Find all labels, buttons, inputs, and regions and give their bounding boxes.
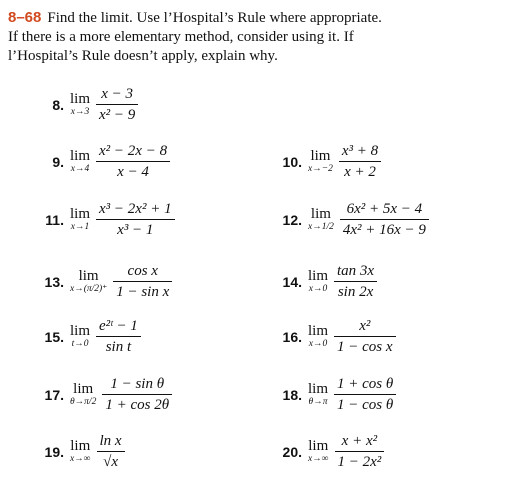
lim-word: lim [308, 267, 329, 284]
problem-number: 11. [45, 211, 64, 228]
fraction [96, 84, 138, 125]
instructions [8, 8, 502, 66]
problem-number: 9. [52, 153, 64, 170]
fraction [97, 431, 125, 472]
problem-15 [30, 316, 141, 357]
problem-20 [268, 431, 384, 472]
fraction [339, 141, 381, 182]
denominator: 1 − cos x [337, 339, 393, 355]
problem-number: 19. [44, 443, 64, 460]
lim-word: lim [308, 322, 329, 339]
problem-11 [30, 199, 175, 240]
numerator: x² [359, 318, 371, 334]
instructions-line-1 [8, 8, 502, 28]
numerator: cos x [127, 263, 158, 279]
problem-16 [268, 316, 396, 357]
fraction [96, 141, 170, 182]
problem-number: 17. [44, 386, 64, 403]
denominator: 1 + cos 2θ [105, 397, 170, 413]
problem-9 [30, 141, 170, 182]
fraction [334, 316, 396, 357]
denominator: 1 − cos θ [337, 397, 394, 413]
numerator: e²ᵗ − 1 [99, 318, 138, 334]
problem-number: 20. [282, 443, 302, 460]
lim-approach: θ→π [308, 396, 328, 407]
problem-8 [30, 84, 138, 125]
limit-operator [308, 382, 328, 408]
fraction [113, 261, 172, 302]
limit-operator [70, 269, 107, 295]
numerator: 1 + cos θ [337, 376, 394, 392]
instructions-line-3: l’Hospital’s Rule doesn’t apply, explain why. [8, 48, 278, 64]
denominator: 4x² + 16x − 9 [342, 222, 426, 238]
lim-word: lim [310, 205, 331, 222]
instructions-text-1: Find the limit. Use l’Hospital’s Rule where appropriate. [47, 10, 382, 26]
lim-word: lim [70, 437, 91, 454]
numerator: x + x² [341, 433, 378, 449]
lim-approach: x→0 [308, 283, 328, 294]
denominator: x² − 9 [99, 107, 136, 123]
problem-10 [268, 141, 381, 182]
lim-approach: x→1/2 [308, 221, 334, 232]
denominator: √x [103, 454, 118, 470]
fraction [96, 199, 175, 240]
problem-number: 16. [282, 328, 302, 345]
lim-word: lim [70, 147, 91, 164]
problem-number: 18. [282, 386, 302, 403]
lim-word: lim [70, 205, 91, 222]
denominator: x + 2 [344, 164, 376, 180]
lim-approach: x→(π/2)⁺ [70, 283, 108, 294]
lim-word: lim [308, 380, 329, 397]
lim-approach: t→0 [71, 338, 89, 349]
limit-operator [308, 324, 328, 350]
problem-number: 8. [52, 96, 64, 113]
fraction [334, 261, 377, 302]
fraction [340, 199, 429, 240]
problem-number: 14. [282, 273, 302, 290]
numerator: x − 3 [101, 86, 134, 102]
limit-operator [70, 324, 90, 350]
lim-approach: x→4 [70, 163, 90, 174]
lim-word: lim [70, 90, 91, 107]
fraction [102, 374, 172, 415]
problem-number: 15. [44, 328, 64, 345]
numerator: x³ − 2x² + 1 [99, 201, 172, 217]
numerator: 1 − sin θ [110, 376, 165, 392]
problem-18 [268, 374, 396, 415]
denominator: sin t [105, 339, 132, 355]
lim-word: lim [310, 147, 331, 164]
denominator: sin 2x [337, 284, 374, 300]
lim-word: lim [70, 322, 91, 339]
lim-approach: θ→π/2 [70, 396, 97, 407]
limit-operator [308, 439, 329, 465]
problem-17 [30, 374, 172, 415]
fraction [96, 316, 141, 357]
limit-operator [70, 439, 91, 465]
limit-operator [308, 207, 334, 233]
limit-operator [308, 269, 328, 295]
lim-word: lim [308, 437, 329, 454]
problem-number: 10. [282, 153, 302, 170]
limit-operator [70, 207, 90, 233]
problem-number: 13. [44, 273, 64, 290]
lim-approach: x→0 [308, 338, 328, 349]
instructions-line-2: If there is a more elementary method, consider using it. If [8, 29, 354, 45]
problem-19 [30, 431, 125, 472]
problem-12 [268, 199, 429, 240]
problem-14 [268, 261, 377, 302]
lim-approach: x→∞ [70, 453, 91, 464]
lim-approach: x→∞ [308, 453, 329, 464]
numerator: 6x² + 5x − 4 [346, 201, 423, 217]
numerator: x² − 2x − 8 [99, 143, 168, 159]
limit-operator [308, 149, 333, 175]
denominator: 1 − 2x² [337, 454, 382, 470]
numerator: tan 3x [337, 263, 375, 279]
numerator: x³ + 8 [341, 143, 379, 159]
denominator: x − 4 [117, 164, 149, 180]
problem-13 [30, 261, 172, 302]
lim-approach: x→3 [70, 106, 90, 117]
limit-operator [70, 92, 90, 118]
lim-word: lim [78, 267, 99, 284]
fraction [335, 431, 385, 472]
numerator: ln x [99, 433, 122, 449]
fraction [334, 374, 396, 415]
denominator: x³ − 1 [117, 222, 154, 238]
problem-number: 12. [282, 211, 302, 228]
lim-approach: x→−2 [308, 163, 333, 174]
section-range: 8–68 [8, 9, 42, 26]
denominator: 1 − sin x [116, 284, 170, 300]
limit-operator [70, 382, 96, 408]
lim-word: lim [73, 380, 94, 397]
limit-operator [70, 149, 90, 175]
lim-approach: x→1 [70, 221, 90, 232]
